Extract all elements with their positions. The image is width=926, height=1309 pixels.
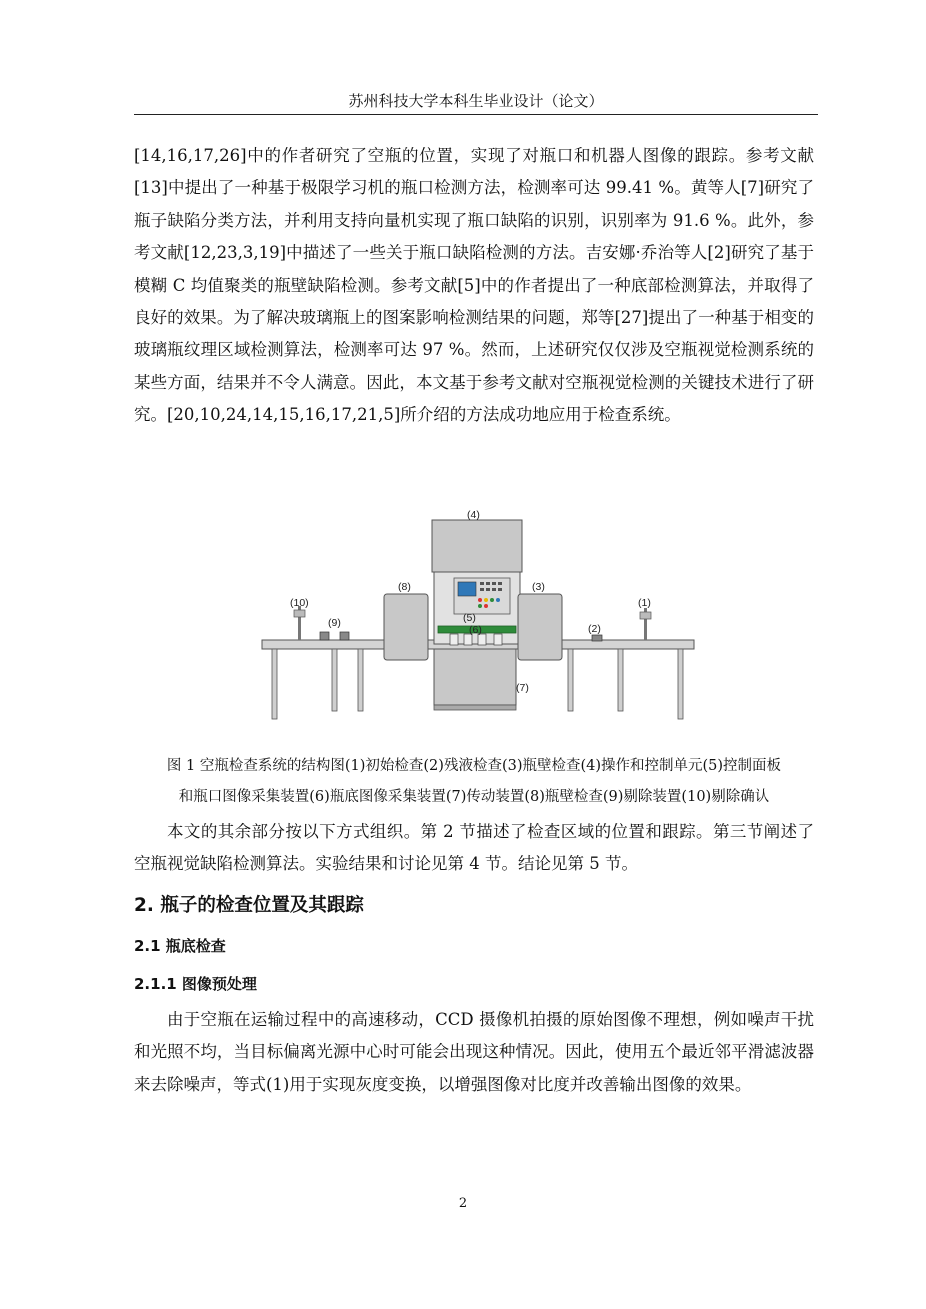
- label-3: (3): [532, 581, 545, 593]
- subsection-heading: 2.1 瓶底检查: [134, 937, 226, 955]
- label-10: (10): [290, 597, 309, 609]
- wall-inspector-right: [518, 594, 562, 660]
- bottle: [494, 634, 502, 645]
- table-leg: [332, 649, 337, 711]
- wall-inspector-left: [384, 594, 428, 660]
- table-leg: [358, 649, 363, 711]
- table-leg: [272, 649, 277, 719]
- figure-caption-line-1: 图 1 空瓶检查系统的结构图(1)初始检查(2)残液检查(3)瓶壁检查(4)操作和控制单元(5)控制面板: [166, 758, 782, 774]
- label-7: (7): [516, 682, 529, 694]
- label-8: (8): [398, 581, 411, 593]
- residual-sensor: [592, 635, 602, 641]
- section-heading: 2. 瓶子的检查位置及其跟踪: [134, 895, 364, 916]
- reject-device: [340, 632, 349, 640]
- system-structure-figure: [258, 508, 698, 724]
- table-leg: [618, 649, 623, 711]
- table-leg: [678, 649, 683, 719]
- label-2: (2): [588, 623, 601, 635]
- bottle: [450, 634, 458, 645]
- page-number: 2: [458, 1196, 468, 1211]
- body-paragraph-1: [14,16,17,26]中的作者研究了空瓶的位置，实现了对瓶口和机器人图像的跟踪。参考文献[13]中提出了一种基于极限学习机的瓶口检测方法，检测率可达 99.41 %。黄等人[7]研究了瓶子缺陷分类方法，并利用支持向量机实现了瓶口缺陷的识别，识别率为 91.6 %。此外，参考文献[12,23,3,19]中描述了一些关于瓶口缺陷检测的方法。吉安娜·乔治等人[2]研究了基于模糊 C 均值聚类的瓶壁缺陷检测。参考文献[5]中的作者提出了一种底部检测算法，并取得了良好的效果。为了解决玻璃瓶上的图案影响检测结果的问题，郑等[27]提出了一种基于相变的玻璃瓶纹理区域检测算法，检测率可达 97 %。然而，上述研究仅仅涉及空瓶视觉检测系统的某些方面，结果并不令人满意。因此，本文基于参考文献对空瓶视觉检测的关键技术进行了研究。[20,10,24,14,15,16,17,21,5]所介绍的方法成功地应用于检查系统。: [134, 146, 814, 425]
- table-leg: [568, 649, 573, 711]
- body-paragraph-2: 本文的其余部分按以下方式组织。第 2 节描述了检查区域的位置和跟踪。第三节阐述了空瓶视觉缺陷检测算法。实验结果和讨论见第 4 节。结论见第 5 节。: [134, 822, 814, 874]
- control-unit-top: [432, 520, 522, 572]
- label-4: (4): [467, 509, 480, 521]
- body-paragraph-3: 由于空瓶在运输过程中的高速移动，CCD 摄像机拍摄的原始图像不理想，例如噪声干扰和光照不均，当目标偏离光源中心时可能会出现这种情况。因此，使用五个最近邻平滑滤波器来去除噪声，等式(1)用于实现灰度变换，以增强图像对比度并改善输出图像的效果。: [134, 1010, 814, 1094]
- running-header: 苏州科技大学本科生毕业设计（论文）: [134, 88, 818, 115]
- subsubsection-heading: 2.1.1 图像预处理: [134, 975, 257, 993]
- reject-device: [320, 632, 329, 640]
- label-1: (1): [638, 597, 651, 609]
- label-6: (6): [469, 624, 482, 636]
- figure-caption-line-2: 和瓶口图像采集装置(6)瓶底图像采集装置(7)传动装置(8)瓶壁检查(9)剔除装置(10)剔除确认: [178, 789, 770, 805]
- label-5: (5): [463, 612, 476, 624]
- drive-base: [434, 649, 516, 705]
- label-9: (9): [328, 617, 341, 629]
- panel-screen: [458, 582, 476, 596]
